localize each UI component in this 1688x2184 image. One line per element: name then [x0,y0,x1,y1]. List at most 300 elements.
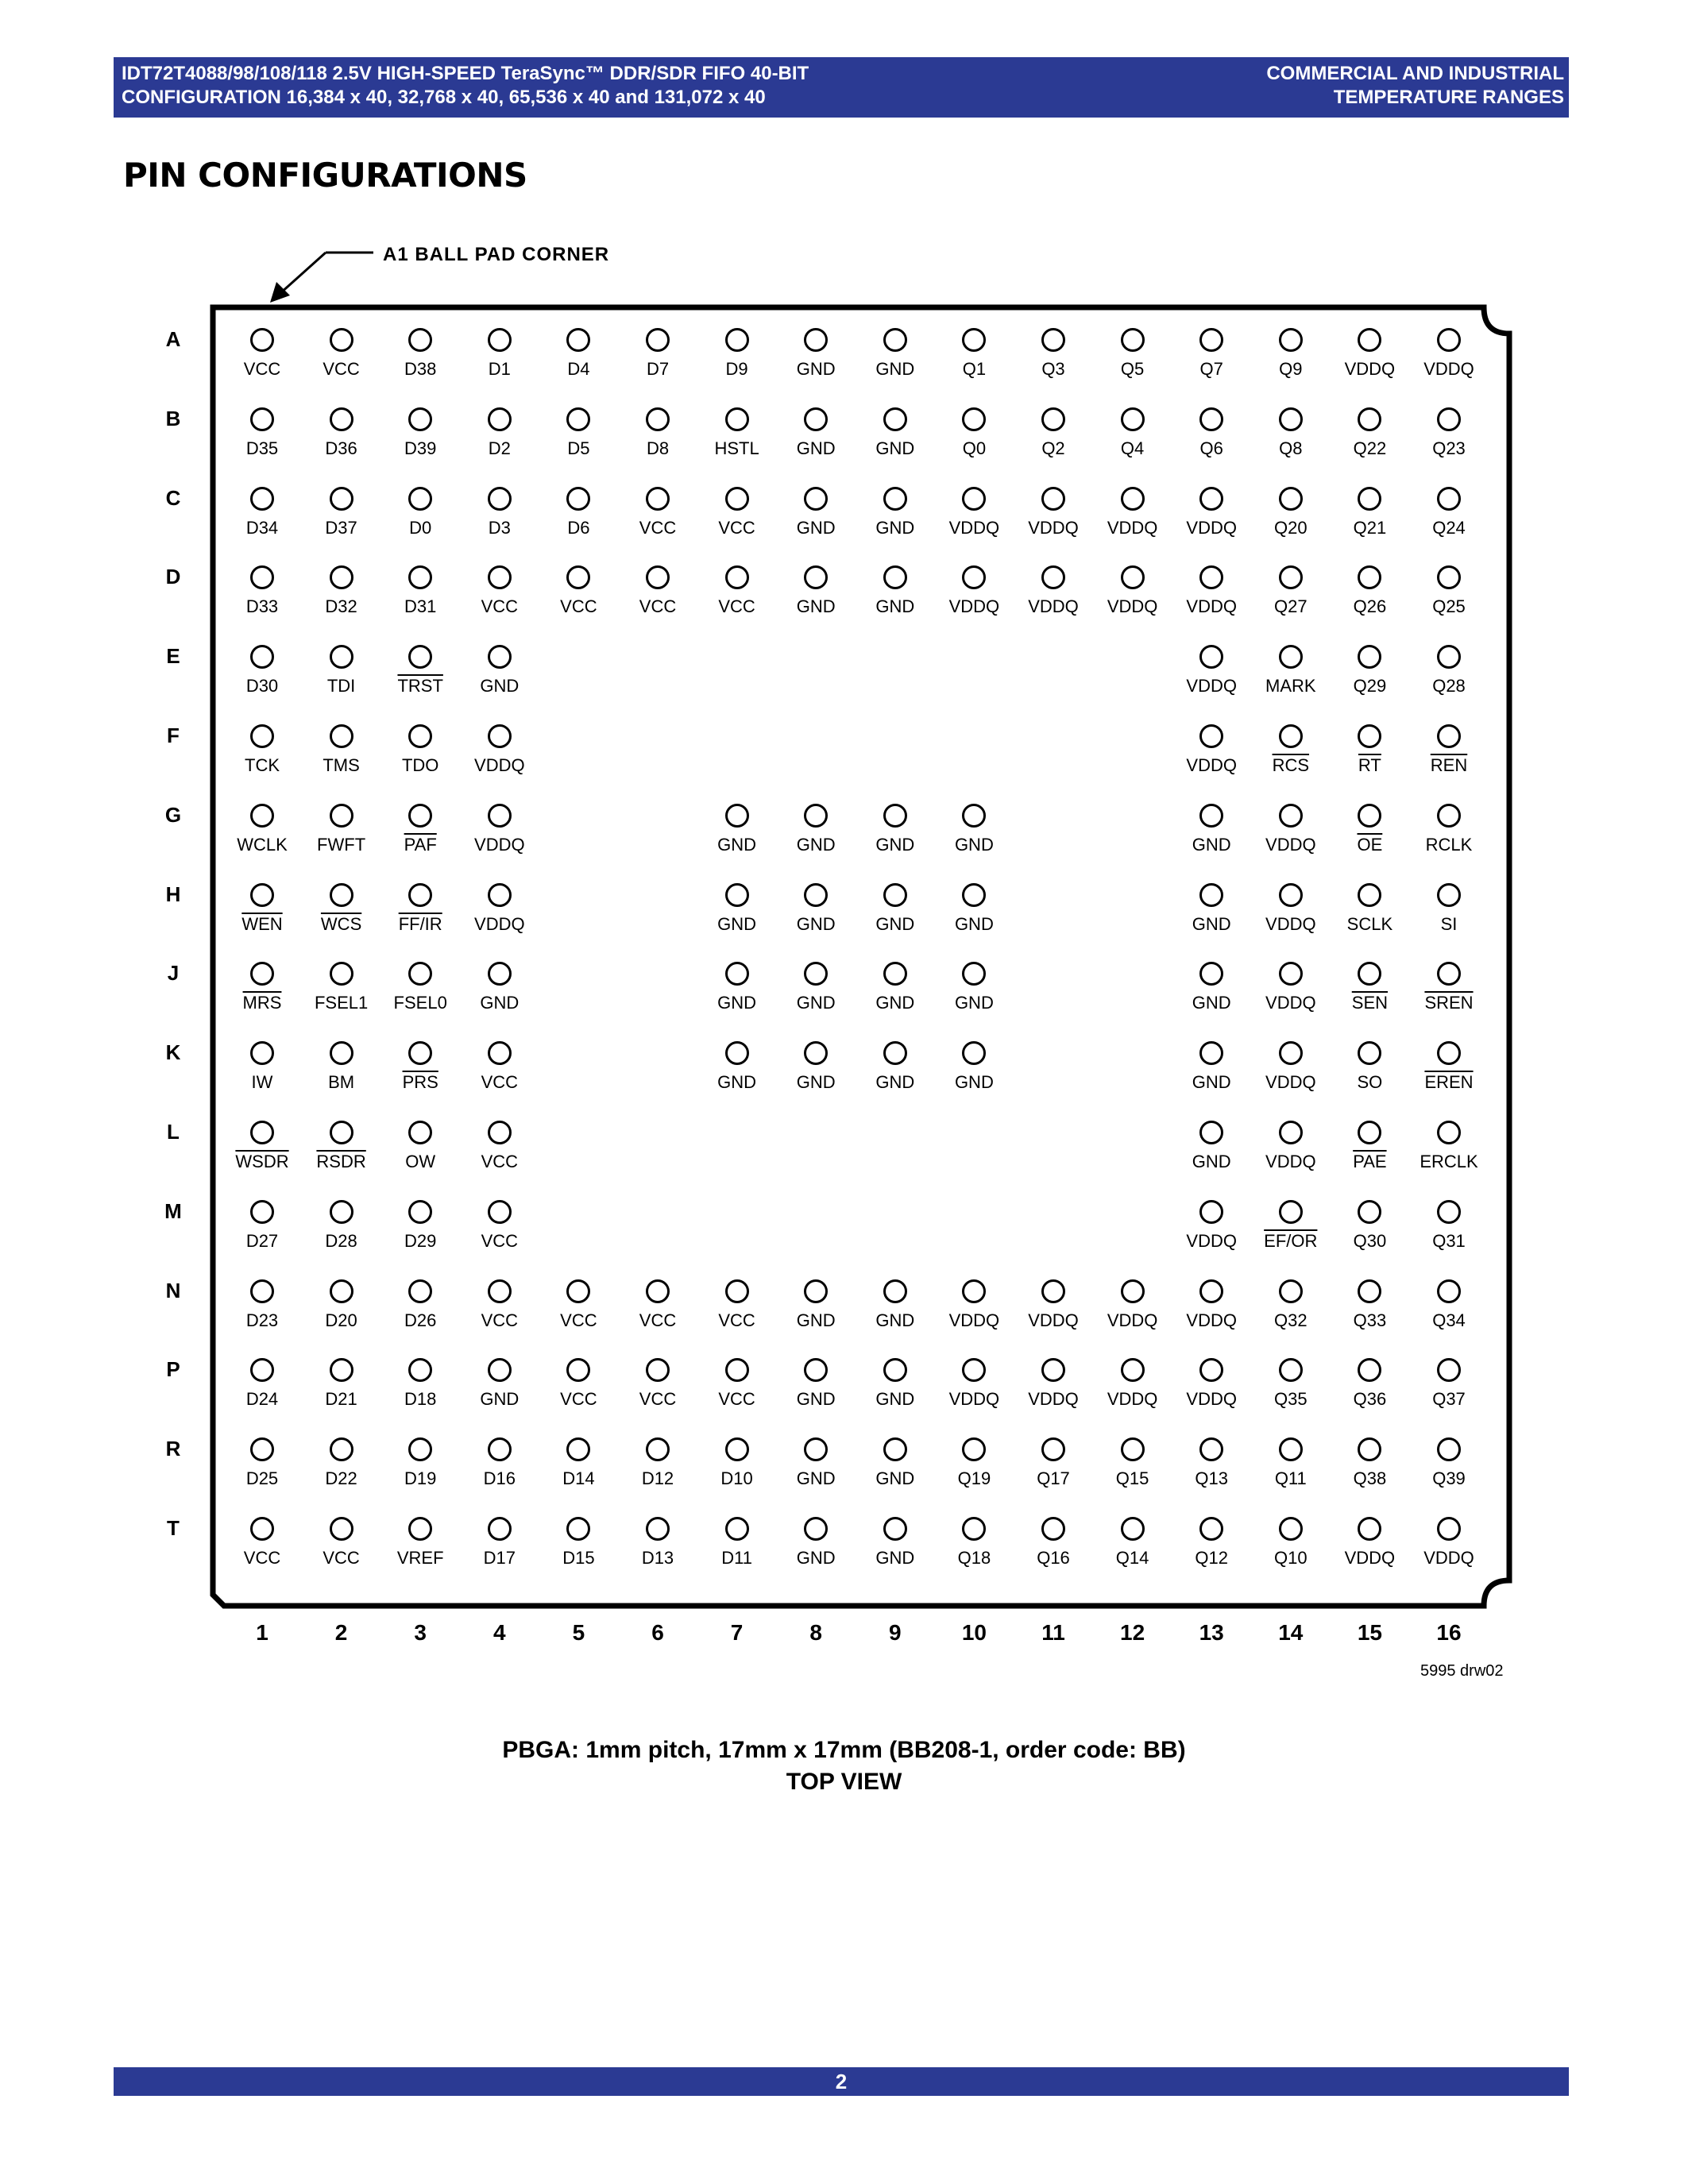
pin-label: Q13 [1195,1468,1228,1489]
pin-label: Q24 [1432,517,1466,538]
pin-label: GND [1192,1152,1231,1171]
ball-c12 [1121,487,1145,511]
pin-label: D32 [325,596,357,617]
column-label-2: 2 [334,1620,348,1645]
pin-label: VCC [639,1310,677,1330]
pin-label: VCC [243,1548,281,1568]
ball-t8 [804,1517,828,1541]
pin-label: GND [1192,1072,1231,1093]
pin-label: VDDQ [948,1389,1000,1410]
pin-label: TCK [245,755,280,775]
pin-label: D35 [245,438,279,458]
ball-a13 [1199,328,1223,352]
pin-label: GND [796,834,836,855]
row-label-a: A [165,327,181,351]
pin-label: D7 [646,359,670,379]
pin-label: GND [796,1310,836,1330]
pin-label: SREN [1424,993,1474,1013]
ball-h1 [250,883,274,907]
pin-label: D14 [562,1468,595,1489]
pin-label: Q8 [1279,438,1303,458]
pin-label: GND [875,596,915,617]
pin-label: D25 [245,1468,279,1489]
ball-a3 [408,328,432,352]
ball-p7 [725,1358,749,1382]
row-label-p: P [166,1357,180,1382]
pin-label: D27 [245,1230,279,1251]
pin-label: GND [717,993,757,1013]
ball-b5 [566,407,590,431]
row-label-t: T [167,1516,180,1540]
ball-b1 [250,407,274,431]
ball-p9 [883,1358,907,1382]
ball-c1 [250,487,274,511]
pin-label: SO [1357,1072,1383,1093]
pin-label: MARK [1265,676,1316,696]
ball-m14 [1279,1200,1303,1224]
pin-label: Q20 [1274,517,1308,538]
pin-label: Q34 [1432,1310,1466,1330]
ball-h16 [1437,883,1461,907]
pin-label: Q14 [1115,1548,1149,1568]
column-label-9: 9 [889,1620,902,1645]
ball-g9 [883,804,907,828]
ball-t2 [330,1517,353,1541]
ball-k1 [250,1041,274,1065]
pin-label: GND [480,993,520,1013]
pin-label: GND [717,913,757,934]
ball-b6 [646,407,670,431]
ball-k9 [883,1041,907,1065]
ball-r14 [1279,1437,1303,1461]
ball-d9 [883,565,907,589]
ball-c8 [804,487,828,511]
ball-l3 [408,1121,432,1144]
ball-r4 [488,1437,512,1461]
ball-g8 [804,804,828,828]
pin-label: TDO [401,755,439,775]
column-label-12: 12 [1120,1620,1145,1645]
pin-label: VDDQ [948,1310,1000,1330]
view-caption: TOP VIEW [786,1769,902,1795]
ball-p2 [330,1358,353,1382]
ball-j2 [330,962,353,986]
header-right-line-1: COMMERCIAL AND INDUSTRIAL [1266,63,1564,84]
pin-label: WCLK [237,834,288,855]
ball-f2 [330,724,353,748]
ball-l14 [1279,1121,1303,1144]
pin-label: Q2 [1041,438,1065,458]
pin-label: GND [796,913,836,934]
pin-label: VDDQ [1107,596,1158,617]
pin-label: GND [875,834,915,855]
row-label-l: L [167,1120,180,1144]
ball-b11 [1041,407,1065,431]
pin-label: $\overline{RCS}$ [1272,755,1310,775]
ball-e16 [1437,645,1461,669]
ball-n4 [488,1279,512,1303]
pin-label: VDDQ [948,596,1000,617]
pin-label: EF/OR [1264,1230,1318,1251]
ball-n8 [804,1279,828,1303]
pin-label: GND [875,993,915,1013]
pin-label: GND [480,1389,520,1410]
ball-d14 [1279,565,1303,589]
pin-label: VDDQ [1423,359,1474,379]
pin-label: VDDQ [1344,359,1396,379]
pin-label: Q17 [1037,1468,1070,1489]
ball-g10 [962,804,986,828]
pin-label: BM [328,1072,355,1093]
row-label-h: H [165,882,181,906]
ball-r9 [883,1437,907,1461]
pin-label: $\overline{PAE}$ [1353,1152,1387,1171]
ball-b13 [1199,407,1223,431]
ball-c13 [1199,487,1223,511]
ball-b7 [725,407,749,431]
pin-label: VDDQ [1265,834,1316,855]
pin-label: ERCLK [1420,1152,1478,1171]
pin-label: GND [796,1072,836,1093]
pin-label: D18 [404,1389,437,1410]
ball-t11 [1041,1517,1065,1541]
pin-label: VDDQ [1107,1389,1158,1410]
row-label-d: D [165,565,181,589]
pin-label: $\overline{WEN}$ [241,913,283,934]
pin-label: Q0 [962,438,987,458]
pin-label: D34 [245,517,279,538]
ball-t7 [725,1517,749,1541]
pin-label: VDDQ [1265,993,1316,1013]
ball-t3 [408,1517,432,1541]
pin-label: GND [796,359,836,379]
ball-g13 [1199,804,1223,828]
ball-h9 [883,883,907,907]
ball-f4 [488,724,512,748]
pin-label: Q31 [1432,1230,1466,1251]
pin-label: GND [875,359,915,379]
pin-label: D39 [404,438,437,458]
pin-label: Q10 [1274,1548,1308,1568]
pin-label: D22 [325,1468,357,1489]
ball-p12 [1121,1358,1145,1382]
pin-label: GND [717,1072,757,1093]
pin-label: D36 [325,438,357,458]
pin-label: VDDQ [1107,517,1158,538]
pin-label: Q16 [1037,1548,1070,1568]
ball-c5 [566,487,590,511]
ball-g4 [488,804,512,828]
pin-label: GND [796,438,836,458]
pin-label: D33 [245,596,279,617]
ball-c15 [1358,487,1381,511]
ball-l13 [1199,1121,1223,1144]
pin-label: $\overline{OE}$ [1357,834,1383,855]
pin-label: VDDQ [1265,913,1316,934]
ball-m13 [1199,1200,1223,1224]
pin-label: VCC [481,1152,519,1171]
ball-k4 [488,1041,512,1065]
pin-label: GND [796,596,836,617]
ball-k16 [1437,1041,1461,1065]
ball-h15 [1358,883,1381,907]
pin-label: GND [1192,993,1231,1013]
pin-label: D17 [483,1548,516,1568]
pin-label: GND [796,1548,836,1568]
pin-label: D20 [325,1310,357,1330]
ball-k2 [330,1041,353,1065]
pin-label: VCC [481,1072,519,1093]
ball-b12 [1121,407,1145,431]
header-line-2: CONFIGURATION 16,384 x 40, 32,768 x 40, 65,536 x 40 and 131,072 x 40 [122,87,766,108]
section-title: PIN CONFIGURATIONS [123,156,527,195]
pin-label: D23 [245,1310,279,1330]
ball-j4 [488,962,512,986]
pin-label: D24 [245,1389,279,1410]
pin-label: $\overline{PRS}$ [402,1072,438,1093]
column-label-7: 7 [730,1620,744,1645]
pin-label: SI [1440,913,1458,934]
ball-e1 [250,645,274,669]
pin-label: VCC [481,1230,519,1251]
ball-n15 [1358,1279,1381,1303]
row-label-e: E [166,644,180,669]
pin-label: TMS [323,755,360,775]
pin-label: VDDQ [1186,676,1237,696]
ball-a9 [883,328,907,352]
pin-label: GND [796,517,836,538]
pin-label: GND [875,1389,915,1410]
pin-label: VCC [560,596,597,617]
a1-corner-label: A1 BALL PAD CORNER [383,244,610,265]
column-label-4: 4 [493,1620,506,1645]
ball-b16 [1437,407,1461,431]
pin-label: VDDQ [1186,755,1237,775]
ball-c3 [408,487,432,511]
ball-f1 [250,724,274,748]
pin-label: Q3 [1041,359,1065,379]
ball-t1 [250,1517,274,1541]
pin-label: VDDQ [1028,517,1079,538]
ball-a8 [804,328,828,352]
ball-t14 [1279,1517,1303,1541]
pin-label: TDI [326,676,356,696]
ball-t9 [883,1517,907,1541]
ball-r2 [330,1437,353,1461]
pin-label: GND [796,1389,836,1410]
pin-label: VDDQ [474,834,525,855]
pin-label: Q38 [1353,1468,1387,1489]
pin-label: D31 [404,596,437,617]
pin-label: D30 [245,676,279,696]
ball-n16 [1437,1279,1461,1303]
ball-a4 [488,328,512,352]
pin-label: VDDQ [1028,1389,1079,1410]
pin-label: VDDQ [1186,1230,1237,1251]
pin-label: $\overline{WCS}$ [320,913,362,934]
ball-f14 [1279,724,1303,748]
ball-r11 [1041,1437,1065,1461]
pin-label: Q26 [1353,596,1387,617]
ball-h13 [1199,883,1223,907]
pin-label: VCC [243,359,281,379]
ball-g3 [408,804,432,828]
pin-label: D9 [725,359,748,379]
pin-label: IW [251,1072,273,1093]
pin-label: OW [405,1152,436,1171]
ball-h4 [488,883,512,907]
pin-label: GND [954,834,994,855]
ball-a7 [725,328,749,352]
pin-label: $\overline{RT}$ [1358,755,1381,775]
column-label-16: 16 [1436,1620,1462,1645]
pin-label: GND [717,834,757,855]
row-label-r: R [165,1437,181,1461]
row-label-b: B [165,406,181,430]
ball-n3 [408,1279,432,1303]
column-label-3: 3 [414,1620,427,1645]
pin-label: VDDQ [1265,1152,1316,1171]
ball-c16 [1437,487,1461,511]
ball-n14 [1279,1279,1303,1303]
ball-n9 [883,1279,907,1303]
pin-label: FSEL1 [314,993,369,1013]
pin-label: VCC [560,1310,597,1330]
ball-d4 [488,565,512,589]
pin-label: D0 [409,517,432,538]
ball-p4 [488,1358,512,1382]
column-label-11: 11 [1041,1620,1065,1645]
ball-r6 [646,1437,670,1461]
ball-c11 [1041,487,1065,511]
pin-label: VDDQ [1107,1310,1158,1330]
ball-r7 [725,1437,749,1461]
package-caption: PBGA: 1mm pitch, 17mm x 17mm (BB208-1, order code: BB) [502,1737,1186,1763]
ball-h3 [408,883,432,907]
ball-p14 [1279,1358,1303,1382]
ball-b15 [1358,407,1381,431]
pin-label: D1 [488,359,511,379]
ball-c14 [1279,487,1303,511]
pin-label: $\overline{PAF}$ [404,834,437,855]
ball-c6 [646,487,670,511]
pin-label: D21 [325,1389,357,1410]
pin-label: Q12 [1195,1548,1228,1568]
pin-label: GND [1192,834,1231,855]
corner-arrow-shaft [280,253,326,294]
ball-e14 [1279,645,1303,669]
ball-d2 [330,565,353,589]
pin-label: Q28 [1432,676,1466,696]
ball-r12 [1121,1437,1145,1461]
pin-label: GND [954,993,994,1013]
pin-label: VCC [718,1389,755,1410]
pin-label: GND [875,913,915,934]
column-label-1: 1 [256,1620,268,1645]
pin-label: Q33 [1353,1310,1387,1330]
ball-j9 [883,962,907,986]
pin-label: VDDQ [1028,1310,1079,1330]
column-label-15: 15 [1357,1620,1382,1645]
ball-l4 [488,1121,512,1144]
pin-label: Q5 [1120,359,1145,379]
ball-e4 [488,645,512,669]
ball-k14 [1279,1041,1303,1065]
ball-h7 [725,883,749,907]
ball-m16 [1437,1200,1461,1224]
ball-t13 [1199,1517,1223,1541]
ball-m1 [250,1200,274,1224]
pin-label: FWFT [317,834,366,855]
row-label-f: F [167,723,180,747]
pin-label: GND [875,1072,915,1093]
pin-label: VDDQ [1344,1548,1396,1568]
pin-label: VCC [481,1310,519,1330]
pin-label: RSDR [316,1152,366,1171]
ball-t4 [488,1517,512,1541]
pin-label: VCC [323,1548,360,1568]
pin-label: Q29 [1353,676,1387,696]
pin-label: VCC [481,596,519,617]
ball-g15 [1358,804,1381,828]
pin-label: Q1 [962,359,987,379]
pin-label: VDDQ [948,517,1000,538]
pin-label: D4 [567,359,590,379]
pin-label: VDDQ [1028,596,1079,617]
pin-label: D38 [404,359,437,379]
ball-a2 [330,328,353,352]
pin-label: VDDQ [1186,1389,1237,1410]
pin-label: $\overline{MRS}$ [242,993,282,1013]
pin-label: Q11 [1274,1468,1307,1489]
header-line-1: IDT72T4088/98/108/118 2.5V HIGH-SPEED TeraSync™ DDR/SDR FIFO 40-BIT [122,63,809,84]
pin-label: GND [875,438,915,458]
row-label-c: C [165,485,181,510]
ball-g7 [725,804,749,828]
ball-m4 [488,1200,512,1224]
ball-t6 [646,1517,670,1541]
ball-b3 [408,407,432,431]
pin-label: VDDQ [1265,1072,1316,1093]
pin-label: VDDQ [1186,1310,1237,1330]
pin-label: D15 [562,1548,595,1568]
pin-label: WSDR [235,1152,289,1171]
ball-c9 [883,487,907,511]
ball-m2 [330,1200,353,1224]
pin-label: HSTL [714,438,759,458]
pin-label: D26 [404,1310,437,1330]
ball-c7 [725,487,749,511]
ball-m3 [408,1200,432,1224]
pin-label: Q30 [1353,1230,1387,1251]
row-label-j: J [167,961,180,986]
drawing-id: 5995 drw02 [1420,1662,1504,1680]
page-footer [114,2067,1569,2096]
column-label-10: 10 [961,1620,987,1645]
ball-r1 [250,1437,274,1461]
ball-a1 [250,328,274,352]
row-label-n: N [165,1278,181,1302]
header-right-line-2: TEMPERATURE RANGES [1333,87,1564,108]
ball-g1 [250,804,274,828]
ball-m15 [1358,1200,1381,1224]
pin-label: Q18 [957,1548,991,1568]
corner-arrow-head [270,282,290,303]
pin-label: GND [875,1310,915,1330]
pin-label: D5 [567,438,590,458]
pin-label: VDDQ [1186,517,1237,538]
pin-label: GND [875,517,915,538]
